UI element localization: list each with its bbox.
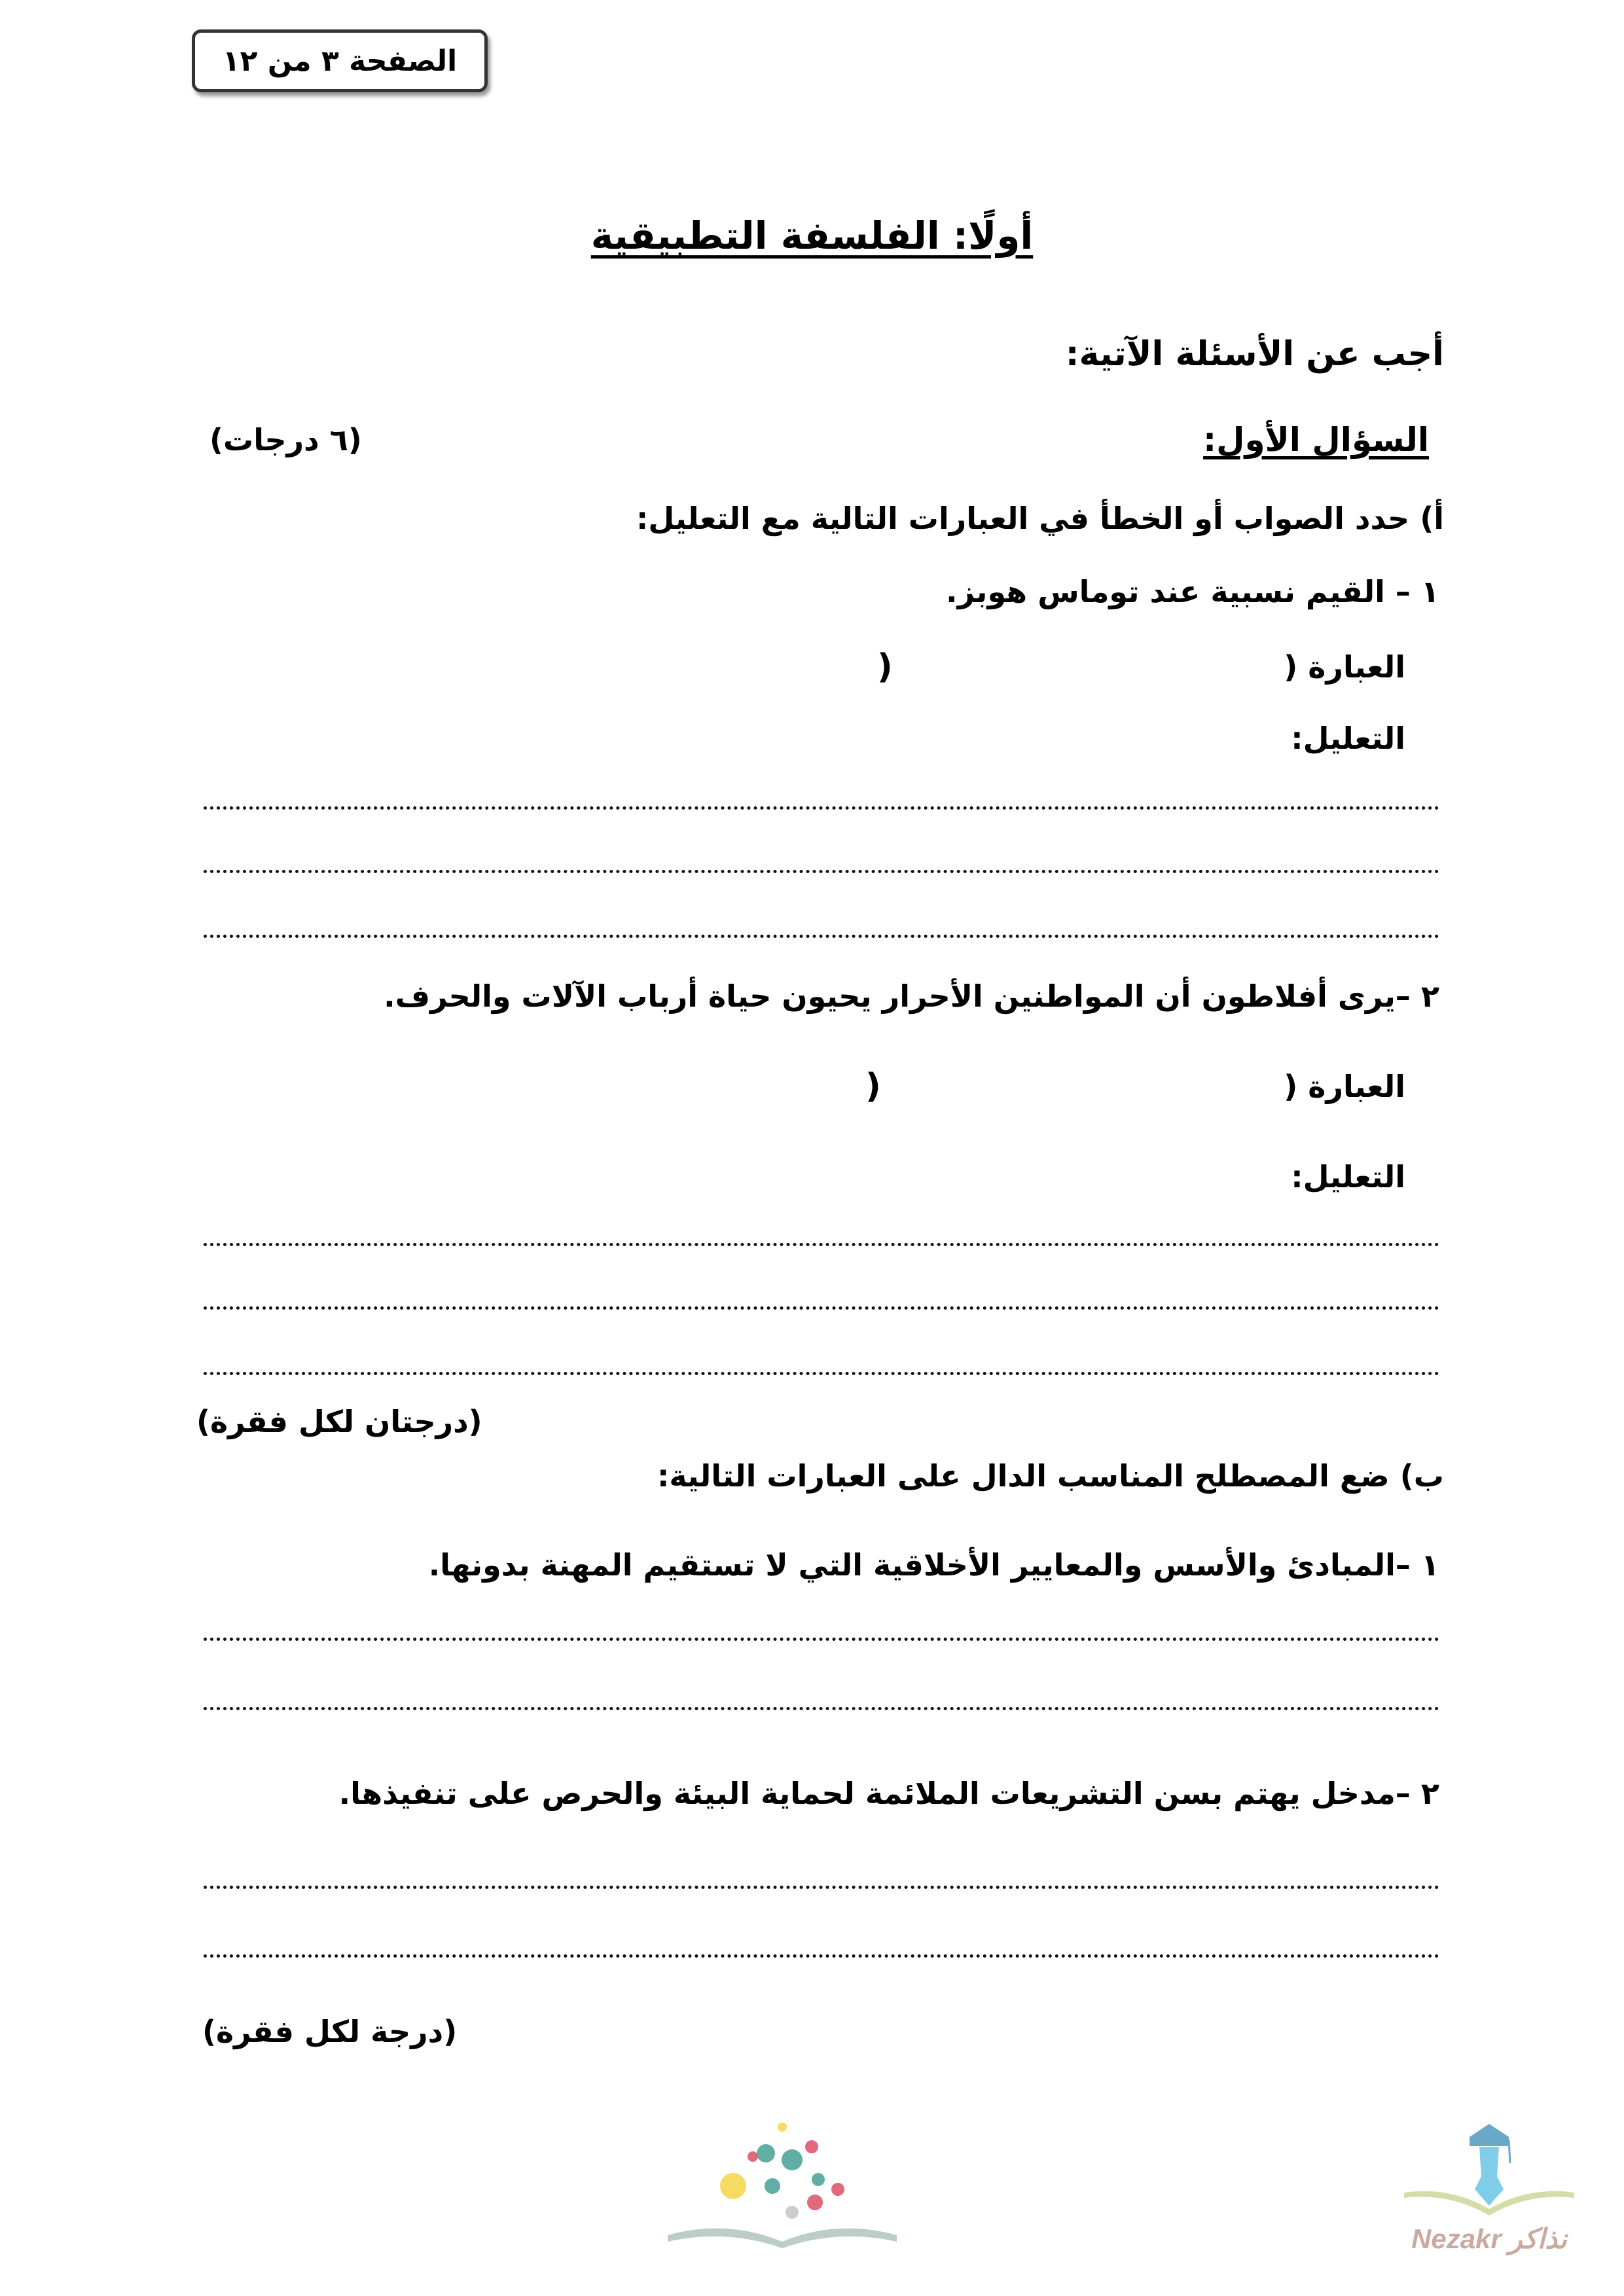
reason-label-2: التعليل:: [1291, 1159, 1405, 1194]
section-title-text: أولًا: الفلسفة التطبيقية: [590, 213, 1034, 258]
part-b-prompt: ب) ضع المصطلح المناسب الدال على العبارات التالية:: [657, 1458, 1444, 1494]
instruction: أجب عن الأسئلة الآتية:: [1065, 334, 1444, 374]
question1-label: السؤال الأول:: [1203, 421, 1429, 459]
question1-marks: (٦ درجات): [209, 422, 362, 457]
book-tree-logo-icon: [661, 2108, 903, 2251]
answer-line[interactable]: [204, 870, 1439, 873]
part-a-marks-note: (درجتان لكل فقرة): [196, 1404, 482, 1439]
statement-label-2: العبارة (: [1284, 1069, 1405, 1104]
page-indicator: الصفحة ٣ من ١٢: [192, 29, 488, 92]
answer-line[interactable]: [204, 1243, 1439, 1246]
statement-label-1: العبارة (: [1284, 649, 1405, 685]
part-a-prompt: أ) حدد الصواب أو الخطأ في العبارات التالية مع التعليل:: [636, 501, 1444, 536]
reason-label-1: التعليل:: [1291, 721, 1405, 756]
answer-line[interactable]: [204, 1886, 1439, 1889]
answer-line[interactable]: [204, 1707, 1439, 1710]
part-a-item-1: ١ – القيم نسبية عند توماس هوبز.: [946, 574, 1439, 609]
close-paren-2: ): [865, 1067, 881, 1106]
part-b-marks-note: (درجة لكل فقرة): [202, 2014, 458, 2049]
answer-line[interactable]: [204, 1306, 1439, 1310]
answer-line[interactable]: [204, 806, 1439, 810]
answer-line[interactable]: [204, 935, 1439, 938]
part-a-item-2: ٢ –يرى أفلاطون أن المواطنين الأحرار يحيون حياة أرباب الآلات والحرف.: [384, 978, 1439, 1014]
part-b-item-2: ٢ –مدخل يهتم بسن التشريعات الملائمة لحماية البيئة والحرص على تنفيذها.: [338, 1776, 1439, 1811]
part-b-item-1: ١ –المبادئ والأسس والمعايير الأخلاقية التي لا تستقيم المهنة بدونها.: [428, 1547, 1439, 1583]
nezakr-logo-icon: [1391, 2121, 1587, 2261]
svg-text:Nezakr نذاكر: Nezakr نذاكر: [1411, 2223, 1567, 2254]
section-title: [0, 209, 1624, 262]
answer-line[interactable]: [204, 1372, 1439, 1375]
answer-line[interactable]: [204, 1638, 1439, 1641]
answer-line[interactable]: [204, 1954, 1439, 1958]
close-paren-1: ): [877, 647, 893, 687]
